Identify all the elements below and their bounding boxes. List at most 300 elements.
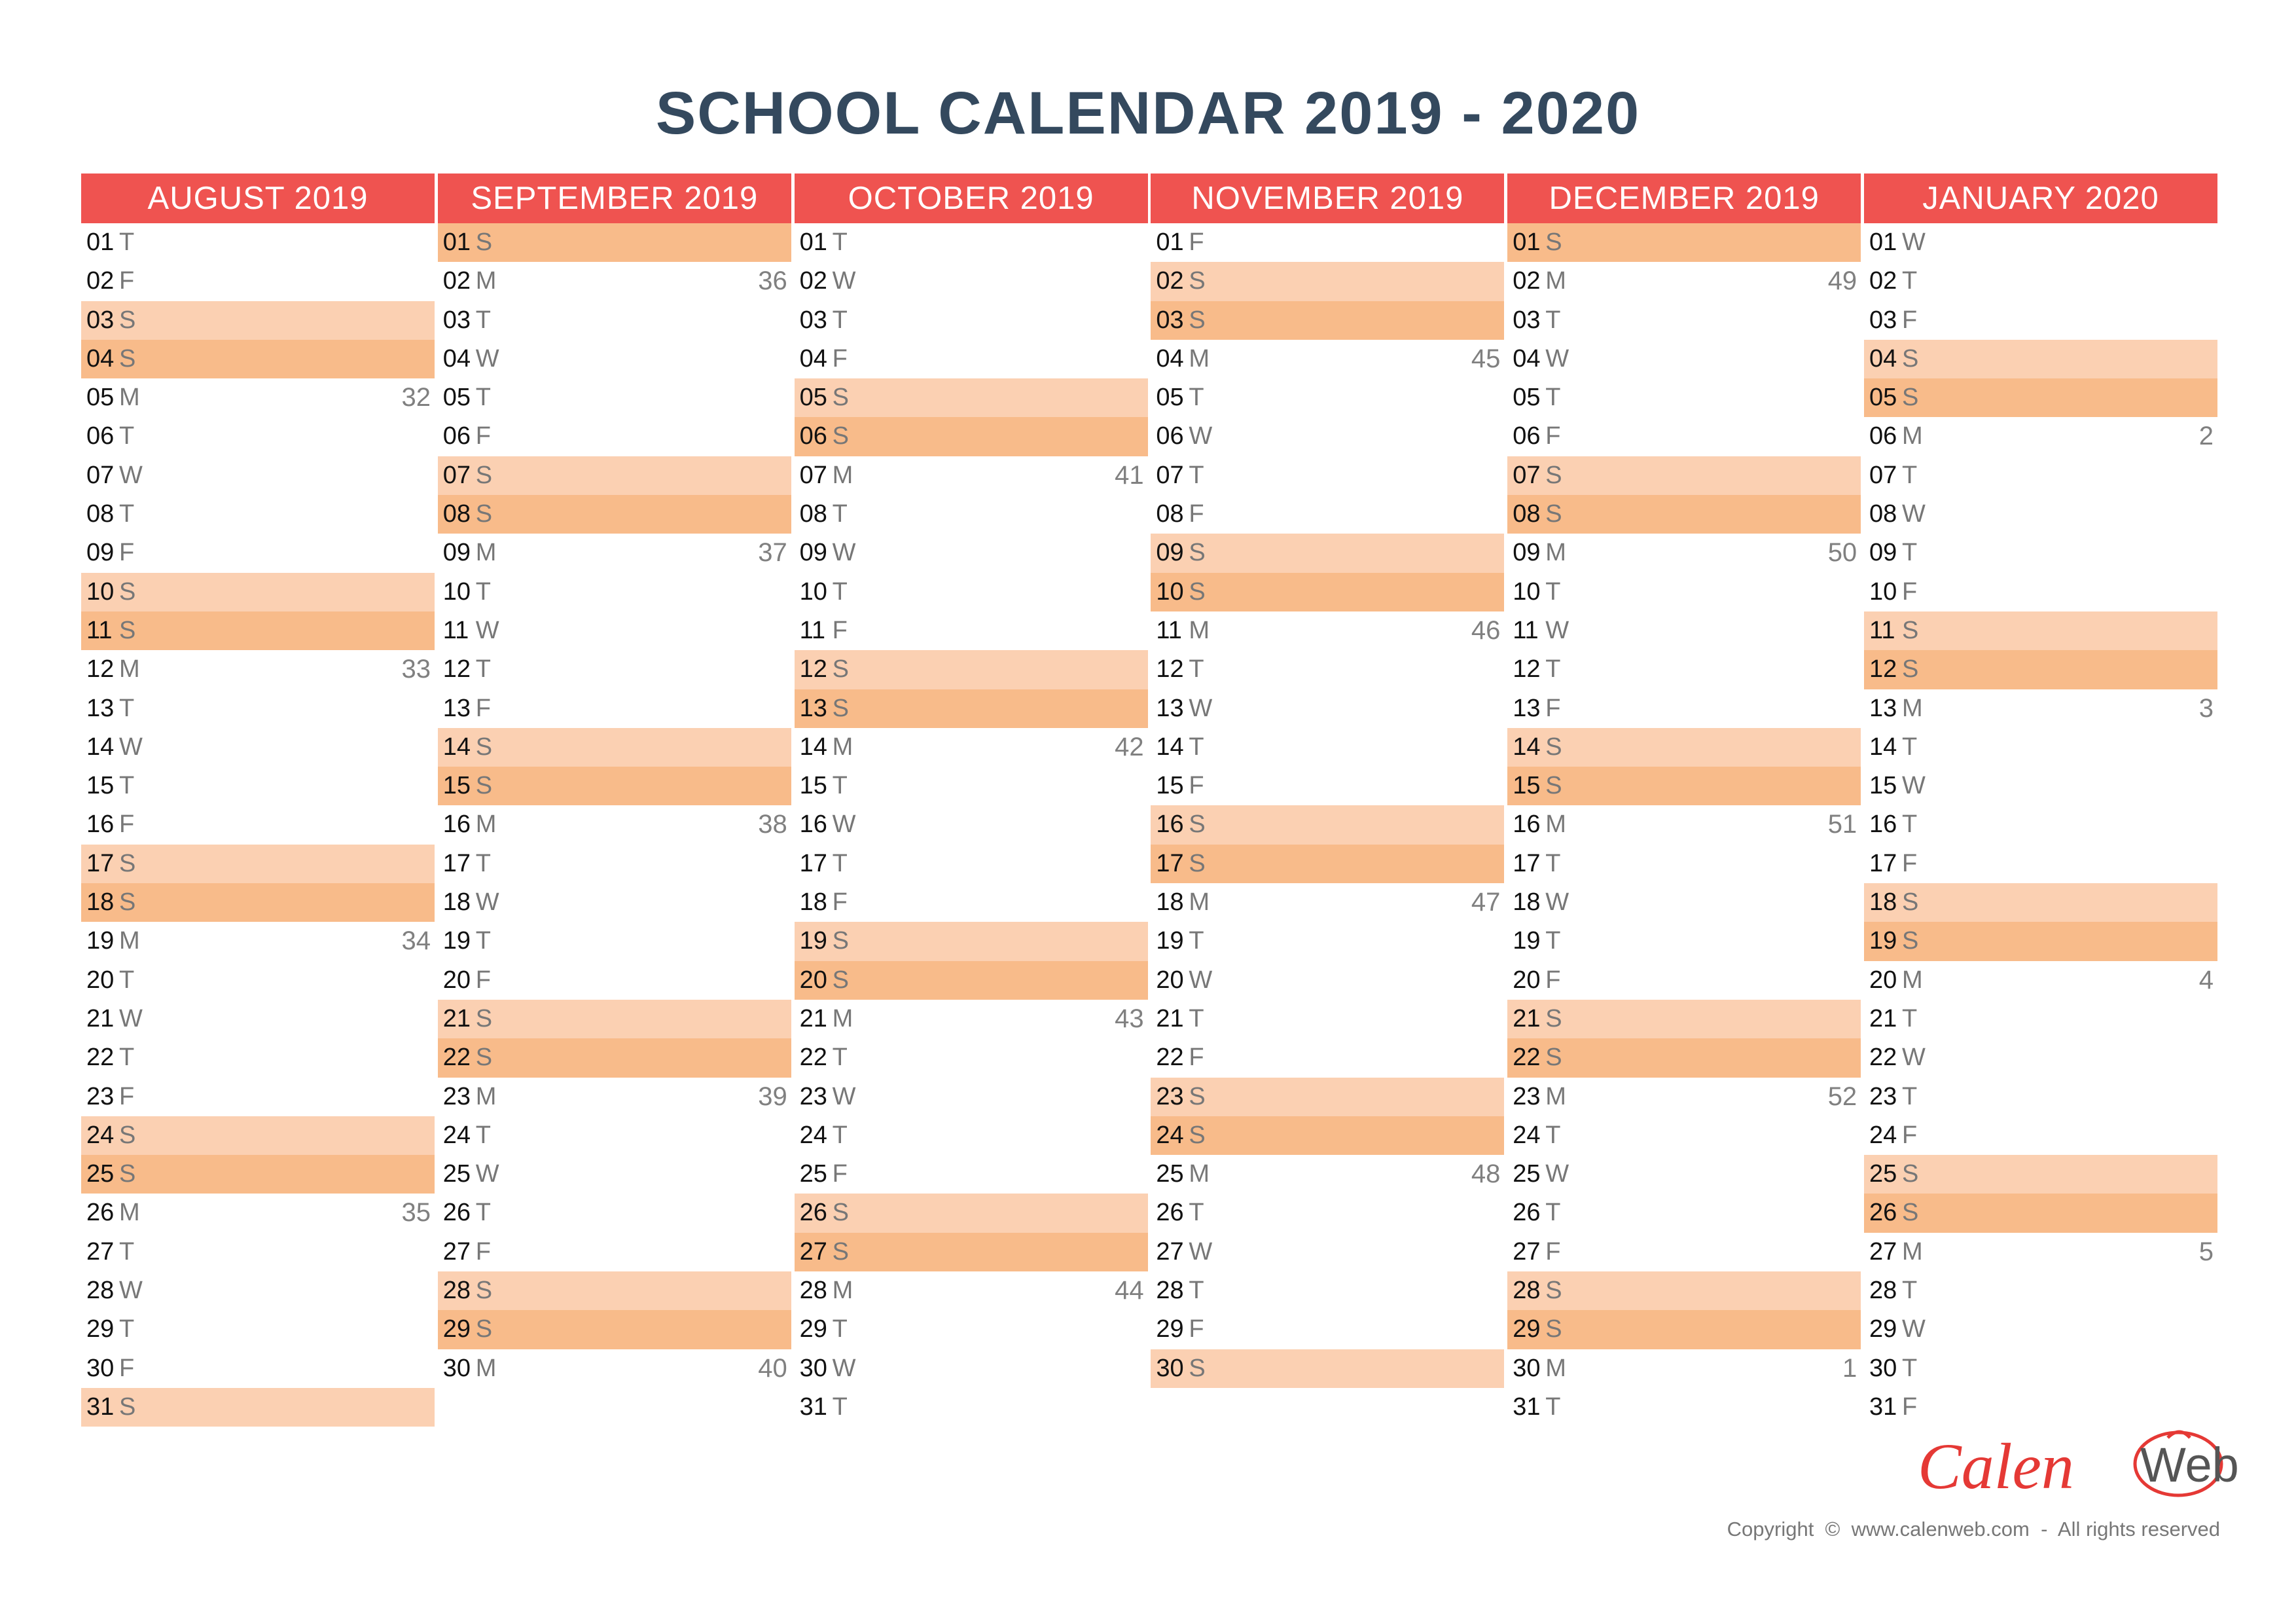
day-number: 13: [1156, 694, 1184, 722]
day-number: 16: [799, 811, 827, 839]
weekday-letter: M: [1189, 888, 1210, 917]
day-number: 04: [442, 344, 471, 373]
day-row: [81, 1271, 435, 1310]
day-row: [1151, 961, 1504, 1000]
weekday-letter: F: [1545, 1237, 1561, 1266]
day-row: [438, 417, 791, 456]
day-row: [81, 301, 435, 340]
weekday-letter: F: [475, 422, 492, 450]
day-row: [1864, 845, 2217, 883]
day-row: [1151, 767, 1504, 805]
day-number: 01: [1156, 228, 1184, 256]
day-number: 21: [1156, 1004, 1184, 1032]
day-row: [1507, 689, 1861, 728]
day-row: [81, 456, 435, 495]
weekday-letter: S: [119, 306, 136, 334]
day-number: 24: [799, 1121, 827, 1149]
day-row: [438, 301, 791, 340]
day-row: [1507, 262, 1861, 301]
month-column: [1507, 173, 1861, 1429]
day-number: 17: [799, 849, 827, 877]
day-number: 04: [1156, 344, 1184, 373]
day-number: 09: [442, 539, 471, 567]
day-number: 15: [86, 772, 115, 800]
day-row: [438, 378, 791, 417]
day-row: [1864, 728, 2217, 767]
day-row: [1151, 262, 1504, 301]
day-number: 25: [799, 1160, 827, 1188]
day-number: 30: [1156, 1354, 1184, 1382]
day-number: 20: [1156, 966, 1184, 994]
day-number: 29: [799, 1315, 827, 1343]
weekday-letter: S: [1545, 1315, 1562, 1343]
day-number: 06: [799, 422, 827, 450]
weekday-letter: W: [1189, 1237, 1213, 1266]
day-number: 12: [442, 655, 471, 684]
day-number: 06: [86, 422, 115, 450]
weekday-letter: T: [1545, 1199, 1561, 1227]
weekday-letter: F: [1189, 1315, 1204, 1343]
weekday-letter: W: [119, 461, 143, 489]
day-row: [81, 689, 435, 728]
day-number: 20: [1513, 966, 1541, 994]
day-number: 20: [442, 966, 471, 994]
day-number: 10: [799, 577, 827, 606]
weekday-letter: T: [1545, 384, 1561, 412]
weekday-letter: T: [119, 966, 135, 994]
weekday-letter: F: [1545, 694, 1561, 722]
day-number: 13: [86, 694, 115, 722]
weekday-letter: S: [1902, 1199, 1919, 1227]
day-row: [81, 728, 435, 767]
weekday-letter: T: [1189, 1277, 1204, 1305]
day-row: [81, 1078, 435, 1116]
week-number: 36: [758, 266, 787, 296]
week-number: 51: [1827, 810, 1857, 839]
day-number: 24: [1869, 1121, 1897, 1149]
weekday-letter: T: [1189, 1004, 1204, 1032]
weekday-letter: W: [832, 1082, 856, 1110]
day-number: 22: [1156, 1044, 1184, 1072]
day-row: [795, 1233, 1148, 1271]
day-number: 25: [1156, 1160, 1184, 1188]
weekday-letter: W: [1189, 966, 1213, 994]
week-number: 44: [1115, 1276, 1144, 1305]
weekday-letter: S: [1902, 344, 1919, 373]
day-number: 06: [1869, 422, 1897, 450]
day-row: [795, 1155, 1148, 1194]
day-row: [1507, 922, 1861, 960]
week-number: 1: [1842, 1353, 1857, 1383]
day-number: 08: [1513, 500, 1541, 528]
day-row: [1151, 534, 1504, 572]
week-number: 46: [1471, 615, 1501, 645]
day-number: 10: [442, 577, 471, 606]
weekday-letter: S: [832, 966, 849, 994]
day-row: [1864, 1233, 2217, 1271]
day-number: 13: [799, 694, 827, 722]
day-row: [438, 1078, 791, 1116]
day-number: 19: [799, 927, 827, 955]
weekday-letter: W: [1545, 344, 1570, 373]
day-number: 16: [1156, 811, 1184, 839]
day-row: [1151, 883, 1504, 922]
day-number: 05: [1513, 384, 1541, 412]
page-title: SCHOOL CALENDAR 2019 - 2020: [655, 80, 1641, 147]
day-row: [795, 1000, 1148, 1038]
day-number: 31: [1869, 1393, 1897, 1421]
month-header: JANUARY 2020: [1864, 173, 2217, 223]
day-number: 12: [1156, 655, 1184, 684]
day-number: 30: [442, 1354, 471, 1382]
weekday-letter: F: [1189, 1044, 1204, 1072]
day-row: [81, 845, 435, 883]
day-list: [438, 223, 791, 1388]
day-number: 03: [1156, 306, 1184, 334]
week-number: 45: [1471, 344, 1501, 373]
day-row: [438, 1233, 791, 1271]
weekday-letter: M: [119, 384, 140, 412]
day-row: [795, 805, 1148, 844]
day-row: [438, 1155, 791, 1194]
day-row: [1507, 1155, 1861, 1194]
day-row: [1151, 1233, 1504, 1271]
day-number: 06: [1513, 422, 1541, 450]
weekday-letter: T: [1545, 849, 1561, 877]
weekday-letter: M: [1902, 1237, 1923, 1266]
weekday-letter: S: [1545, 1277, 1562, 1305]
day-number: 30: [1869, 1354, 1897, 1382]
day-number: 08: [799, 500, 827, 528]
day-number: 19: [1156, 927, 1184, 955]
month-header: DECEMBER 2019: [1507, 173, 1861, 223]
day-row: [1507, 961, 1861, 1000]
day-number: 28: [1156, 1277, 1184, 1305]
day-row: [1151, 456, 1504, 495]
day-row: [1507, 573, 1861, 611]
weekday-letter: W: [119, 1277, 143, 1305]
weekday-letter: T: [475, 1199, 492, 1227]
day-row: [1507, 845, 1861, 883]
day-number: 30: [799, 1354, 827, 1382]
day-number: 28: [1869, 1277, 1897, 1305]
weekday-letter: S: [475, 461, 493, 489]
day-row: [438, 495, 791, 534]
day-row: [1507, 1388, 1861, 1427]
day-row: [1507, 456, 1861, 495]
day-number: 12: [86, 655, 115, 684]
day-number: 28: [1513, 1277, 1541, 1305]
day-row: [1151, 845, 1504, 883]
day-number: 27: [86, 1237, 115, 1266]
day-number: 21: [1513, 1004, 1541, 1032]
weekday-letter: F: [1545, 422, 1561, 450]
day-row: [1151, 417, 1504, 456]
weekday-letter: W: [119, 733, 143, 761]
day-row: [1507, 1000, 1861, 1038]
weekday-letter: W: [832, 539, 856, 567]
day-row: [1151, 1155, 1504, 1194]
weekday-letter: T: [119, 1044, 135, 1072]
day-number: 15: [1513, 772, 1541, 800]
weekday-letter: S: [1545, 228, 1562, 256]
weekday-letter: F: [119, 539, 135, 567]
day-row: [795, 573, 1148, 611]
weekday-letter: M: [475, 267, 497, 295]
day-row: [438, 1271, 791, 1310]
day-number: 09: [1513, 539, 1541, 567]
day-number: 04: [1869, 344, 1897, 373]
day-number: 31: [1513, 1393, 1541, 1421]
weekday-letter: M: [1545, 1082, 1566, 1110]
day-row: [795, 417, 1148, 456]
day-number: 17: [1156, 849, 1184, 877]
week-number: 40: [758, 1353, 787, 1383]
day-number: 11: [442, 616, 469, 644]
day-number: 10: [1869, 577, 1897, 606]
day-row: [795, 1271, 1148, 1310]
day-row: [1507, 1233, 1861, 1271]
weekday-letter: S: [1545, 772, 1562, 800]
copyright-text: Copyright © www.calenweb.com - All rights reserved: [1727, 1518, 2220, 1541]
weekday-letter: T: [1545, 927, 1561, 955]
day-row: [1151, 1078, 1504, 1116]
day-number: 02: [86, 267, 115, 295]
day-row: [81, 922, 435, 960]
weekday-letter: S: [475, 228, 493, 256]
day-number: 08: [86, 500, 115, 528]
day-row: [1864, 767, 2217, 805]
weekday-letter: T: [1189, 461, 1204, 489]
day-row: [1864, 611, 2217, 650]
day-number: 02: [1869, 267, 1897, 295]
day-number: 22: [1513, 1044, 1541, 1072]
weekday-letter: T: [475, 849, 492, 877]
day-row: [81, 534, 435, 572]
day-number: 23: [1869, 1082, 1897, 1110]
weekday-letter: S: [832, 384, 849, 412]
month-column: [438, 173, 791, 1429]
month-column: [1864, 173, 2217, 1429]
day-number: 14: [1156, 733, 1184, 761]
day-number: 10: [86, 577, 115, 606]
day-number: 03: [799, 306, 827, 334]
day-number: 16: [86, 811, 115, 839]
day-number: 25: [1513, 1160, 1541, 1188]
day-row: [1864, 1116, 2217, 1155]
day-row: [1864, 495, 2217, 534]
day-row: [1151, 1038, 1504, 1077]
day-row: [1151, 1271, 1504, 1310]
day-number: 21: [442, 1004, 471, 1032]
weekday-letter: T: [1545, 306, 1561, 334]
weekday-letter: S: [1189, 849, 1206, 877]
weekday-letter: S: [475, 1315, 493, 1343]
weekday-letter: F: [832, 616, 848, 644]
weekday-letter: T: [832, 772, 848, 800]
weekday-letter: S: [1545, 1044, 1562, 1072]
day-row: [795, 378, 1148, 417]
day-number: 23: [442, 1082, 471, 1110]
day-row: [795, 1349, 1148, 1388]
weekday-letter: M: [1189, 616, 1210, 644]
week-number: 33: [401, 655, 431, 684]
day-number: 24: [1513, 1121, 1541, 1149]
weekday-letter: T: [475, 1121, 492, 1149]
day-number: 29: [86, 1315, 115, 1343]
day-number: 30: [86, 1354, 115, 1382]
day-row: [81, 767, 435, 805]
day-number: 10: [1156, 577, 1184, 606]
weekday-letter: W: [475, 1160, 499, 1188]
weekday-letter: T: [1189, 1199, 1204, 1227]
day-list: [1507, 223, 1861, 1427]
month-column: [795, 173, 1148, 1429]
day-row: [1864, 689, 2217, 728]
weekday-letter: S: [475, 772, 493, 800]
weekday-letter: W: [1902, 228, 1926, 256]
day-list: [795, 223, 1148, 1427]
day-number: 15: [1869, 772, 1897, 800]
weekday-letter: T: [832, 1121, 848, 1149]
weekday-letter: S: [1545, 461, 1562, 489]
day-number: 05: [799, 384, 827, 412]
weekday-letter: T: [832, 849, 848, 877]
weekday-letter: S: [832, 1237, 849, 1266]
day-list: [81, 223, 435, 1427]
weekday-letter: T: [119, 1237, 135, 1266]
day-row: [795, 456, 1148, 495]
day-number: 22: [86, 1044, 115, 1072]
weekday-letter: T: [832, 577, 848, 606]
weekday-letter: T: [1545, 1393, 1561, 1421]
week-number: 34: [401, 926, 431, 956]
day-number: 11: [799, 616, 826, 644]
day-number: 06: [442, 422, 471, 450]
day-row: [81, 1116, 435, 1155]
month-header: SEPTEMBER 2019: [438, 173, 791, 223]
day-row: [1151, 495, 1504, 534]
day-number: 18: [1156, 888, 1184, 917]
day-row: [1864, 456, 2217, 495]
day-number: 12: [1869, 655, 1897, 684]
day-number: 23: [799, 1082, 827, 1110]
day-row: [1864, 573, 2217, 611]
weekday-letter: S: [119, 616, 136, 644]
month-column: [1151, 173, 1504, 1429]
weekday-letter: S: [475, 1004, 493, 1032]
week-number: 4: [2198, 965, 2214, 994]
day-row: [81, 378, 435, 417]
day-list: [1864, 223, 2217, 1427]
day-number: 07: [1513, 461, 1541, 489]
day-row: [1507, 1349, 1861, 1388]
day-number: 11: [1513, 616, 1539, 644]
day-row: [1864, 301, 2217, 340]
day-row: [438, 883, 791, 922]
day-row: [1507, 223, 1861, 262]
day-row: [795, 767, 1148, 805]
week-number: 5: [2198, 1237, 2214, 1266]
weekday-letter: S: [832, 1199, 849, 1227]
month-header: AUGUST 2019: [81, 173, 435, 223]
weekday-letter: T: [832, 1315, 848, 1343]
day-number: 08: [1869, 500, 1897, 528]
day-row: [1151, 611, 1504, 650]
day-row: [81, 1194, 435, 1232]
day-number: 22: [442, 1044, 471, 1072]
day-row: [81, 1038, 435, 1077]
day-row: [1864, 922, 2217, 960]
day-number: 05: [1869, 384, 1897, 412]
day-row: [81, 262, 435, 301]
weekday-letter: S: [1902, 616, 1919, 644]
calendar-grid: [81, 173, 2217, 1429]
weekday-letter: F: [1902, 577, 1918, 606]
day-row: [1864, 1078, 2217, 1116]
day-number: 13: [442, 694, 471, 722]
day-number: 10: [1513, 577, 1541, 606]
weekday-letter: S: [119, 888, 136, 917]
weekday-letter: F: [475, 966, 492, 994]
weekday-letter: S: [1545, 1004, 1562, 1032]
day-row: [1507, 1116, 1861, 1155]
day-row: [438, 573, 791, 611]
day-number: 09: [799, 539, 827, 567]
weekday-letter: S: [1189, 811, 1206, 839]
week-number: 41: [1115, 460, 1144, 490]
weekday-letter: W: [1902, 772, 1926, 800]
weekday-letter: S: [1189, 577, 1206, 606]
day-number: 07: [1156, 461, 1184, 489]
day-number: 25: [442, 1160, 471, 1188]
weekday-letter: T: [1902, 267, 1918, 295]
weekday-letter: T: [475, 577, 492, 606]
weekday-letter: F: [832, 888, 848, 917]
weekday-letter: S: [1189, 1121, 1206, 1149]
weekday-letter: T: [1189, 733, 1204, 761]
day-row: [1864, 340, 2217, 378]
day-row: [1507, 805, 1861, 844]
day-row: [81, 883, 435, 922]
weekday-letter: T: [119, 772, 135, 800]
day-number: 09: [1156, 539, 1184, 567]
day-number: 01: [86, 228, 115, 256]
weekday-letter: T: [832, 228, 848, 256]
day-row: [795, 961, 1148, 1000]
day-number: 06: [1156, 422, 1184, 450]
day-number: 03: [442, 306, 471, 334]
weekday-letter: F: [1902, 1121, 1918, 1149]
day-number: 07: [799, 461, 827, 489]
month-column: [81, 173, 435, 1429]
weekday-letter: W: [119, 1004, 143, 1032]
weekday-letter: F: [475, 1237, 492, 1266]
weekday-letter: T: [1902, 461, 1918, 489]
day-row: [438, 611, 791, 650]
week-number: 49: [1827, 266, 1857, 296]
day-number: 18: [86, 888, 115, 917]
weekday-letter: T: [1545, 1121, 1561, 1149]
day-row: [81, 961, 435, 1000]
weekday-letter: M: [119, 655, 140, 684]
day-number: 01: [442, 228, 471, 256]
day-number: 17: [442, 849, 471, 877]
weekday-letter: M: [1545, 1354, 1566, 1382]
month-header: NOVEMBER 2019: [1151, 173, 1504, 223]
weekday-letter: T: [475, 306, 492, 334]
day-row: [438, 534, 791, 572]
